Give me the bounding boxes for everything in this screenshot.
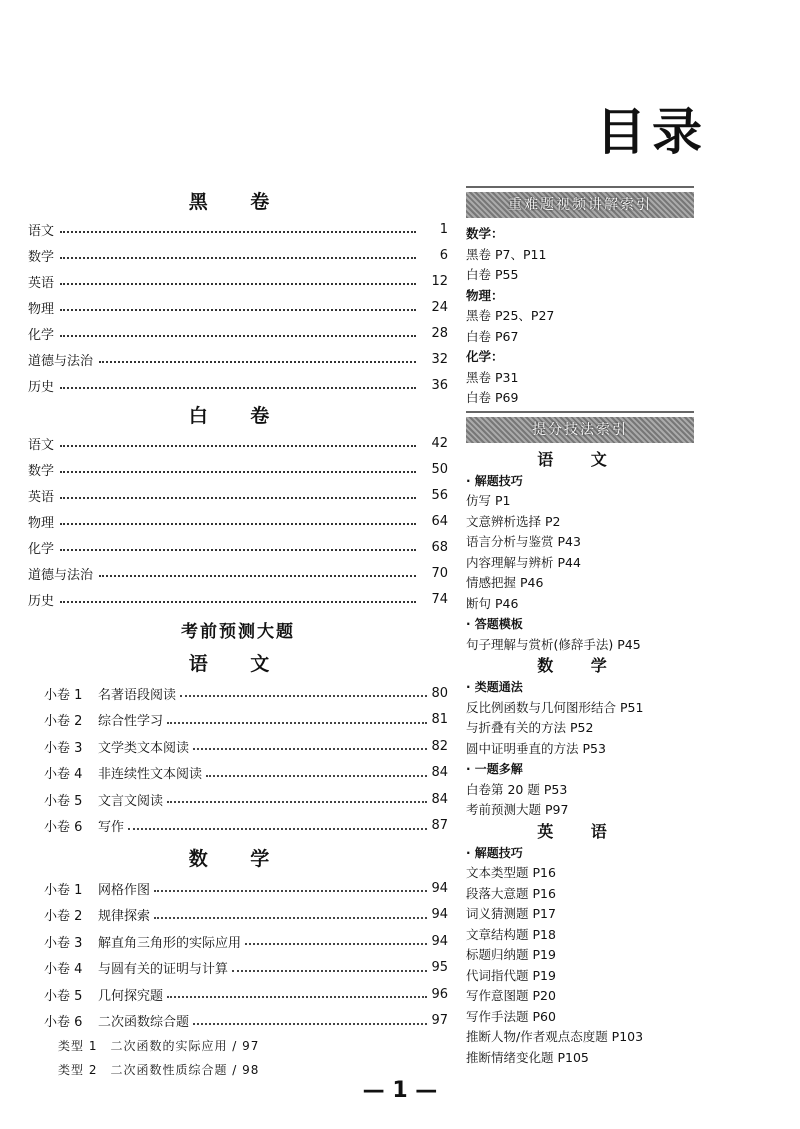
prediction-heading: 考前预测大题 <box>181 622 295 642</box>
toc-entry-name: 网格作图 <box>98 882 151 898</box>
dot-leader <box>193 748 427 750</box>
white-section-heading: 白 卷 <box>188 405 288 427</box>
index-entry: 黑卷 P31 <box>466 369 519 385</box>
index-entry: 黑卷 P7、P11 <box>466 246 547 262</box>
skills-index-banner: 提分技法索引 <box>466 417 694 443</box>
skills-group-label: · 解题技巧 <box>466 473 523 488</box>
dot-leader <box>60 497 416 499</box>
dot-leader <box>167 996 427 998</box>
toc-entry-page: 81 <box>431 712 448 728</box>
dot-leader <box>154 917 427 919</box>
black-section-list <box>28 216 448 398</box>
dot-leader <box>60 387 416 389</box>
toc-entry <box>28 294 448 320</box>
toc-entry-label: 小卷 1 <box>44 882 83 898</box>
toc-entry-label: 小卷 1 <box>44 687 83 703</box>
toc-entry-name: 道德与法治 <box>28 567 94 583</box>
dot-leader <box>193 1023 427 1025</box>
index-entry: 白卷 P55 <box>466 267 519 282</box>
toc-entry <box>28 216 448 242</box>
skills-subject-heading: 数 学 <box>537 656 623 675</box>
index-entry: 白卷 P67 <box>466 328 519 344</box>
index-entry: 断句 P46 <box>466 595 519 611</box>
toc-entry-page: 64 <box>431 513 448 529</box>
toc-entry-page: 84 <box>431 765 448 781</box>
toc-entry-page: 56 <box>431 487 448 503</box>
dot-leader <box>167 722 427 724</box>
skills-subject-heading: 语 文 <box>537 449 623 469</box>
toc-entry <box>28 346 448 372</box>
index-entry: 白卷 P69 <box>466 390 519 405</box>
index-entry: 考前预测大题 P97 <box>466 802 569 817</box>
dot-leader <box>60 523 416 525</box>
index-entry: 写作手法题 P60 <box>466 1008 556 1024</box>
index-entry: 白卷第 20 题 P53 <box>466 781 568 797</box>
dot-leader <box>128 828 427 830</box>
index-entry: 黑卷 P25、P27 <box>466 308 555 323</box>
dot-leader <box>245 943 427 945</box>
index-entry: 推断情绪变化题 P105 <box>466 1049 589 1065</box>
dot-leader <box>60 445 416 447</box>
left-column <box>28 188 448 1082</box>
white-section-list <box>28 430 448 612</box>
index-entry: 文章结构题 P18 <box>466 926 556 942</box>
toc-entry <box>28 268 448 294</box>
toc-entry-name: 化学 <box>28 541 55 557</box>
toc-entry-page: 70 <box>431 565 448 581</box>
index-entry: 句子理解与赏析(修辞手法) P45 <box>466 636 641 652</box>
toc-entry <box>28 482 448 508</box>
toc-entry-name: 物理 <box>28 301 55 317</box>
dot-leader <box>60 231 416 233</box>
toc-entry-page: 97 <box>431 1013 448 1029</box>
toc-entry-name: 与圆有关的证明与计算 <box>98 962 229 978</box>
toc-entry-label: 小卷 5 <box>44 793 83 809</box>
toc-entry-name: 名著语段阅读 <box>98 687 177 703</box>
toc-entry <box>28 760 448 787</box>
toc-entry-name: 二次函数综合题 <box>98 1015 190 1031</box>
prediction-math-list <box>28 875 448 1034</box>
toc-entry-name: 综合性学习 <box>98 714 164 730</box>
toc-entry-page: 74 <box>431 591 448 607</box>
type-entry: 类型 2 二次函数性质综合题 / 98 <box>58 1063 260 1077</box>
index-entry: 反比例函数与几何图形结合 P51 <box>466 699 644 715</box>
toc-entry-page: 96 <box>431 986 448 1002</box>
toc-entry-page: 94 <box>431 907 448 923</box>
right-column <box>466 186 694 1068</box>
toc-entry <box>28 981 448 1008</box>
toc-entry <box>28 902 448 929</box>
dot-leader <box>99 575 416 577</box>
subject-label: 物理： <box>466 287 504 303</box>
toc-entry-label: 小卷 2 <box>44 909 83 925</box>
toc-entry-name: 数学 <box>28 249 55 265</box>
index-entry: 仿写 P1 <box>466 493 511 508</box>
toc-entry-label: 小卷 2 <box>44 714 83 730</box>
skills-group-label: · 答题模板 <box>466 617 523 631</box>
toc-entry <box>28 733 448 760</box>
dot-leader <box>60 309 416 311</box>
toc-entry <box>28 813 448 840</box>
prediction-chinese-heading: 语 文 <box>188 653 288 675</box>
toc-entry-page: 42 <box>431 435 448 451</box>
dot-leader <box>154 890 427 892</box>
toc-entry <box>28 955 448 982</box>
dot-leader <box>60 549 416 551</box>
prediction-math-types <box>28 1034 448 1082</box>
index-entry: 文意辨析选择 P2 <box>466 513 561 529</box>
skills-group-label: · 类题通法 <box>466 680 523 694</box>
toc-entry <box>28 430 448 456</box>
toc-entry-label: 小卷 5 <box>44 988 83 1004</box>
toc-entry <box>28 508 448 534</box>
toc-entry <box>28 875 448 902</box>
toc-entry-name: 英语 <box>28 275 55 291</box>
dot-leader <box>206 775 427 777</box>
toc-entry <box>28 456 448 482</box>
toc-entry <box>28 242 448 268</box>
toc-entry <box>28 586 448 612</box>
toc-entry-page: 94 <box>431 880 448 896</box>
video-index-list <box>466 224 694 409</box>
dot-leader <box>60 601 416 603</box>
toc-entry-page: 36 <box>431 377 448 393</box>
toc-entry-page: 24 <box>431 299 448 315</box>
dot-leader <box>60 335 416 337</box>
toc-entry-label: 小卷 6 <box>44 820 83 836</box>
dot-leader <box>60 257 416 259</box>
index-entry: 圆中证明垂直的方法 P53 <box>466 740 606 756</box>
toc-entry-label: 小卷 3 <box>44 740 83 756</box>
toc-entry-label: 小卷 4 <box>44 962 83 978</box>
index-entry: 段落大意题 P16 <box>466 885 556 901</box>
toc-entry-label: 小卷 6 <box>44 1015 83 1031</box>
toc-entry-name: 语文 <box>28 437 55 453</box>
video-index-banner: 重难题视频讲解索引 <box>466 192 694 218</box>
toc-entry <box>28 372 448 398</box>
index-entry: 文本类型题 P16 <box>466 865 556 880</box>
toc-entry-name: 非连续性文本阅读 <box>98 767 203 783</box>
toc-entry <box>28 320 448 346</box>
skills-index-list <box>466 449 694 1069</box>
index-entry: 写作意图题 P20 <box>466 988 556 1003</box>
index-entry: 标题归纳题 P19 <box>466 947 556 962</box>
toc-entry <box>28 534 448 560</box>
index-entry: 词义猜测题 P17 <box>466 906 556 921</box>
toc-entry-name: 化学 <box>28 327 55 343</box>
toc-entry-name: 数学 <box>28 463 55 479</box>
toc-entry-page: 6 <box>439 247 448 263</box>
index-entry: 语言分析与鉴赏 P43 <box>466 534 581 549</box>
subject-label: 数学： <box>466 226 504 241</box>
dot-leader <box>180 695 427 697</box>
type-entry: 类型 1 二次函数的实际应用 / 97 <box>58 1039 260 1053</box>
toc-entry-name: 英语 <box>28 489 55 505</box>
toc-entry-page: 80 <box>431 685 448 701</box>
prediction-chinese-list <box>28 680 448 839</box>
toc-entry-page: 1 <box>439 221 448 237</box>
toc-entry-name: 写作 <box>98 820 125 836</box>
skills-group-label: · 解题技巧 <box>466 845 523 860</box>
toc-entry <box>28 707 448 734</box>
toc-entry-page: 95 <box>431 960 448 976</box>
index-entry: 代词指代题 P19 <box>466 967 556 983</box>
page-number: — 1 — <box>362 1078 438 1103</box>
index-entry: 推断人物/作者观点态度题 P103 <box>466 1029 644 1044</box>
prediction-math-heading: 数 学 <box>188 848 288 870</box>
toc-entry-page: 12 <box>431 273 448 289</box>
toc-entry <box>28 560 448 586</box>
toc-entry-label: 小卷 3 <box>44 935 83 951</box>
toc-entry-name: 语文 <box>28 223 55 239</box>
toc-entry-page: 94 <box>431 933 448 949</box>
page-title: 目录 <box>596 103 708 161</box>
toc-entry <box>28 928 448 955</box>
dot-leader <box>99 361 416 363</box>
skills-subject-heading: 英 语 <box>537 821 623 841</box>
toc-entry-name: 几何探究题 <box>98 988 164 1004</box>
toc-entry-page: 82 <box>431 738 448 754</box>
toc-entry-name: 规律探索 <box>98 909 151 925</box>
toc-entry-name: 文学类文本阅读 <box>98 740 190 756</box>
toc-entry-label: 小卷 4 <box>44 767 83 783</box>
black-section-heading: 黑 卷 <box>188 191 288 213</box>
dot-leader <box>60 471 416 473</box>
dot-leader <box>60 283 416 285</box>
toc-entry-page: 28 <box>431 325 448 341</box>
toc-entry-page: 87 <box>431 818 448 834</box>
toc-entry-page: 84 <box>431 791 448 807</box>
subject-label: 化学： <box>466 349 504 364</box>
toc-entry-name: 历史 <box>28 593 55 609</box>
toc-entry <box>28 680 448 707</box>
toc-entry-page: 32 <box>431 351 448 367</box>
toc-entry-name: 解直角三角形的实际应用 <box>98 935 242 951</box>
dot-leader <box>167 801 427 803</box>
toc-entry-name: 文言文阅读 <box>98 793 164 809</box>
index-entry: 情感把握 P46 <box>466 575 544 590</box>
dot-leader <box>232 970 427 972</box>
index-entry: 内容理解与辨析 P44 <box>466 554 581 570</box>
toc-entry-name: 历史 <box>28 379 55 395</box>
toc-entry-name: 道德与法治 <box>28 353 94 369</box>
toc-entry <box>28 1008 448 1035</box>
index-entry: 与折叠有关的方法 P52 <box>466 720 594 735</box>
toc-entry-name: 物理 <box>28 515 55 531</box>
skills-group-label: · 一题多解 <box>466 762 523 776</box>
toc-entry-page: 68 <box>431 539 448 555</box>
toc-entry-page: 50 <box>431 461 448 477</box>
toc-entry <box>28 786 448 813</box>
